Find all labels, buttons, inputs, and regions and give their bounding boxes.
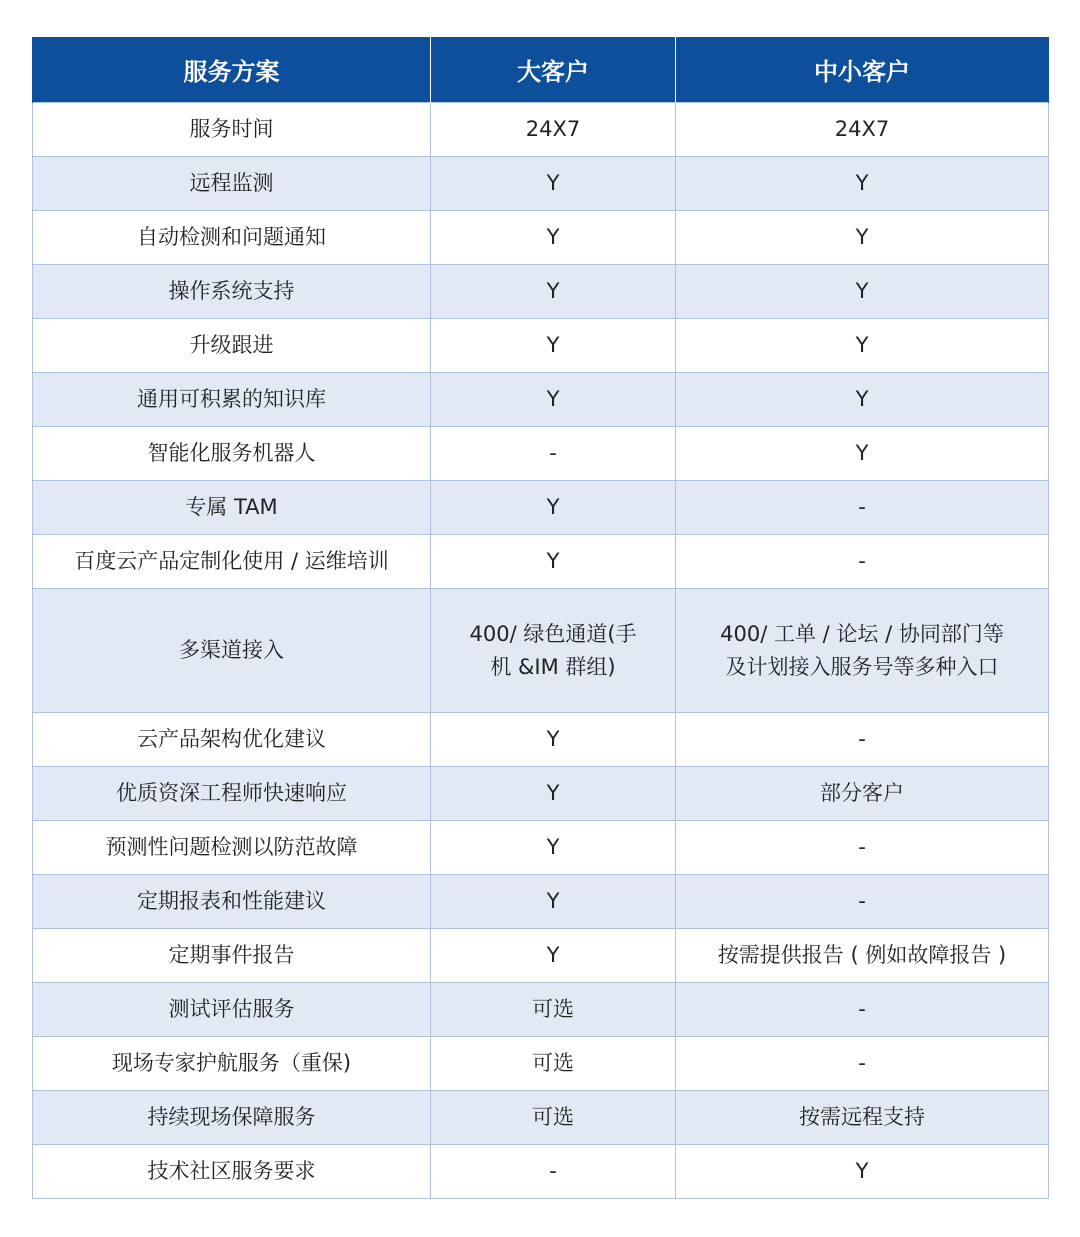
table-row [33,211,1049,265]
table-row [33,1037,1049,1091]
sme-customer-cell: - [676,983,1049,1037]
table-row [33,535,1049,589]
large-customer-cell [431,589,676,713]
table-row [33,157,1049,211]
table-row [33,929,1049,983]
sme-customer-cell: 按需提供报告 ( 例如故障报告 ) [676,929,1049,983]
feature-cell: 自动检测和问题通知 [33,211,431,265]
cell-line: 及计划接入服务号等多种入口 [725,654,999,679]
large-customer-cell: Y [431,767,676,821]
large-customer-cell: Y [431,157,676,211]
large-customer-cell: 24X7 [431,103,676,157]
feature-cell: 百度云产品定制化使用 / 运维培训 [33,535,431,589]
service-plan-table [32,37,1049,1199]
table-row [33,319,1049,373]
sme-customer-cell: Y [676,319,1049,373]
large-customer-cell: 可选 [431,1091,676,1145]
feature-cell: 定期事件报告 [33,929,431,983]
table-row [33,481,1049,535]
large-customer-cell: Y [431,929,676,983]
large-customer-cell: - [431,427,676,481]
table-row [33,1145,1049,1199]
large-customer-cell: Y [431,875,676,929]
sme-customer-cell: Y [676,265,1049,319]
table-header-row [33,37,1049,103]
feature-cell: 持续现场保障服务 [33,1091,431,1145]
sme-customer-cell: Y [676,373,1049,427]
large-customer-cell: Y [431,535,676,589]
sme-customer-cell: - [676,481,1049,535]
sme-customer-cell: Y [676,1145,1049,1199]
feature-cell: 智能化服务机器人 [33,427,431,481]
feature-cell: 现场专家护航服务（重保) [33,1037,431,1091]
cell-line: 400/ 绿色通道(手 [469,621,637,646]
sme-customer-cell: 24X7 [676,103,1049,157]
sme-customer-cell: - [676,713,1049,767]
sme-customer-cell [676,589,1049,713]
feature-cell: 技术社区服务要求 [33,1145,431,1199]
large-customer-cell: Y [431,373,676,427]
large-customer-cell: - [431,1145,676,1199]
table-row [33,983,1049,1037]
feature-cell: 通用可积累的知识库 [33,373,431,427]
sme-customer-cell: Y [676,427,1049,481]
header-large-customer: 大客户 [431,37,676,103]
table-row [33,767,1049,821]
cell-line: 400/ 工单 / 论坛 / 协同部门等 [720,621,1004,646]
sme-customer-cell: 按需远程支持 [676,1091,1049,1145]
large-customer-cell: Y [431,211,676,265]
sme-customer-cell: Y [676,211,1049,265]
feature-cell: 多渠道接入 [33,589,431,713]
large-customer-cell: Y [431,821,676,875]
feature-cell: 远程监测 [33,157,431,211]
sme-customer-cell: 部分客户 [676,767,1049,821]
large-customer-cell: Y [431,319,676,373]
table-row [33,875,1049,929]
cell-line: 机 &IM 群组) [490,654,616,679]
table-row [33,821,1049,875]
table-row [33,265,1049,319]
large-customer-cell: Y [431,265,676,319]
feature-cell: 优质资深工程师快速响应 [33,767,431,821]
feature-cell: 服务时间 [33,103,431,157]
sme-customer-cell: - [676,821,1049,875]
large-customer-cell: Y [431,713,676,767]
table-row [33,589,1049,713]
large-customer-cell: Y [431,481,676,535]
large-customer-cell: 可选 [431,983,676,1037]
feature-cell: 操作系统支持 [33,265,431,319]
header-sme-customer: 中小客户 [676,37,1049,103]
header-service-plan: 服务方案 [33,37,431,103]
table-row [33,1091,1049,1145]
feature-cell: 测试评估服务 [33,983,431,1037]
feature-cell: 预测性问题检测以防范故障 [33,821,431,875]
table-row [33,373,1049,427]
feature-cell: 云产品架构优化建议 [33,713,431,767]
sme-customer-cell: - [676,875,1049,929]
table-row [33,713,1049,767]
feature-cell: 升级跟进 [33,319,431,373]
sme-customer-cell: Y [676,157,1049,211]
feature-cell: 定期报表和性能建议 [33,875,431,929]
table-row [33,103,1049,157]
service-plan-table-container [32,37,1048,1199]
table-row [33,427,1049,481]
sme-customer-cell: - [676,535,1049,589]
feature-cell: 专属 TAM [33,481,431,535]
large-customer-cell: 可选 [431,1037,676,1091]
sme-customer-cell: - [676,1037,1049,1091]
